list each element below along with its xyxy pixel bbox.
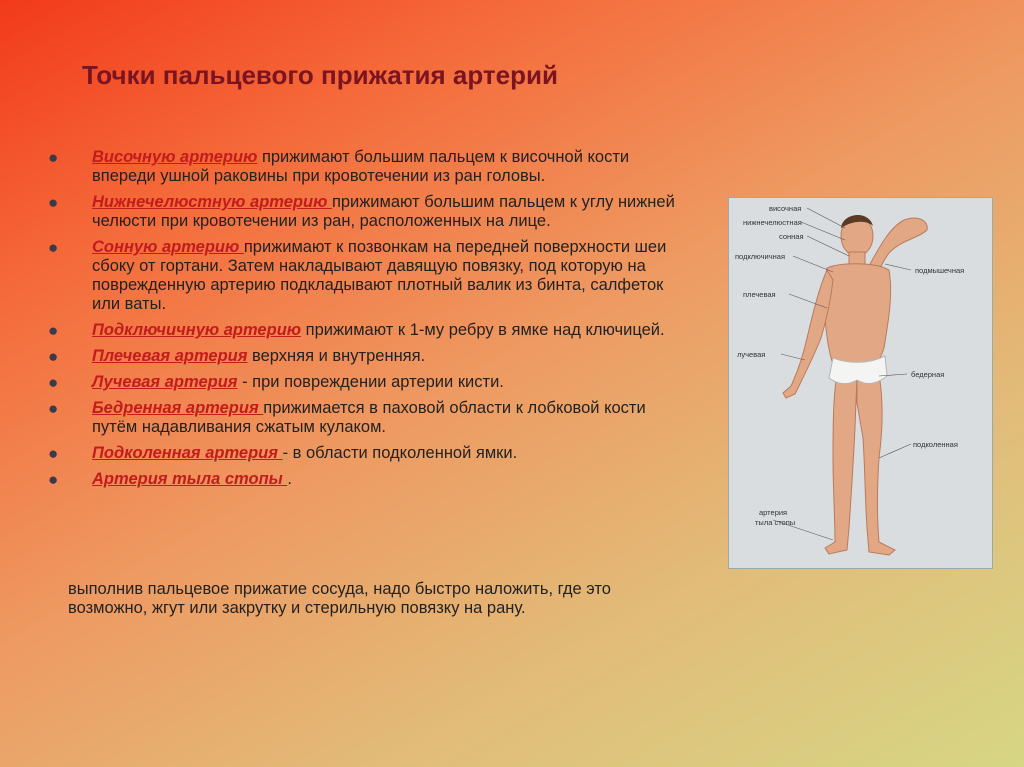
list-item (48, 148, 688, 186)
bullet-icon: ● (48, 444, 59, 463)
bullet-icon: ● (48, 193, 59, 212)
label-dorsal-foot-2: тыла стопы (755, 518, 796, 527)
label-radial: лучевая (737, 350, 766, 359)
bullet-icon: ● (48, 347, 59, 366)
bullet-icon: ● (48, 373, 59, 392)
list-item (48, 347, 688, 366)
bullet-icon: ● (48, 238, 59, 257)
bullet-icon: ● (48, 470, 59, 489)
first-aid-note: выполнив пальцевое прижатие сосуда, надо быстро наложить, где это возможно, жгут или закрутку и стерильную повязку на рану. (68, 580, 611, 617)
label-brachial: плечевая (743, 290, 776, 299)
artery-term: Лучевая артерия (92, 373, 238, 391)
artery-description: . (287, 470, 292, 488)
artery-term: Височную артерию (92, 148, 258, 166)
label-popliteal: подколенная (913, 440, 958, 449)
label-femoral: бедерная (911, 370, 945, 379)
list-item (48, 321, 688, 340)
artery-term: Подколенная артерия (92, 444, 283, 462)
artery-term: Бедренная артерия (92, 399, 264, 417)
label-axillary: подмышечная (915, 266, 965, 275)
list-item (48, 399, 688, 437)
list-item (48, 238, 688, 314)
artery-description: прижимается в паховой области к лобковой кости путём надавливания сжатым кулаком. (92, 399, 646, 436)
list-item (48, 193, 688, 231)
bullet-icon: ● (48, 321, 59, 340)
list-item (48, 373, 688, 392)
artery-term: Сонную артерию (92, 238, 244, 256)
artery-term: Плечевая артерия (92, 347, 248, 365)
list-item (48, 444, 688, 463)
artery-description: прижимают к позвонкам на передней поверхности шеи сбоку от гортани. Затем накладывают давящую повязку, под которую на поврежденную артерию подкладывают плотный валик из бинта, салфеток или ваты. (92, 238, 667, 313)
artery-term: Нижнечелюстную артерию (92, 193, 332, 211)
label-mandibular: нижнечелюстная (743, 218, 802, 227)
bullet-icon: ● (48, 148, 59, 167)
list-item (48, 470, 688, 489)
artery-description: прижимают большим пальцем к углу нижней челюсти при кровотечении из ран, расположенных на лице. (92, 193, 675, 230)
artery-description: - в области подколенной ямки. (282, 444, 518, 462)
page-title: Точки пальцевого прижатия артерий (82, 60, 558, 90)
label-carotid: сонная (779, 232, 804, 241)
artery-description: верхняя и внутренняя. (247, 347, 426, 365)
artery-term: Подключичную артерию (92, 321, 302, 339)
label-subclavian: подключичная (735, 252, 786, 261)
artery-term: Артерия тыла стопы (92, 470, 288, 488)
artery-description: прижимают к 1-му ребру в ямке над ключицей. (301, 321, 665, 339)
anatomy-figure (728, 197, 993, 569)
label-dorsal-foot-1: артерия (759, 508, 788, 517)
bullet-icon: ● (48, 399, 59, 418)
artery-list (48, 148, 688, 496)
label-temporal: височная (769, 204, 802, 213)
artery-description: прижимают большим пальцем к височной кости впереди ушной раковины при кровотечении из ран головы. (92, 148, 630, 185)
artery-description: - при повреждении артерии кисти. (237, 373, 504, 391)
